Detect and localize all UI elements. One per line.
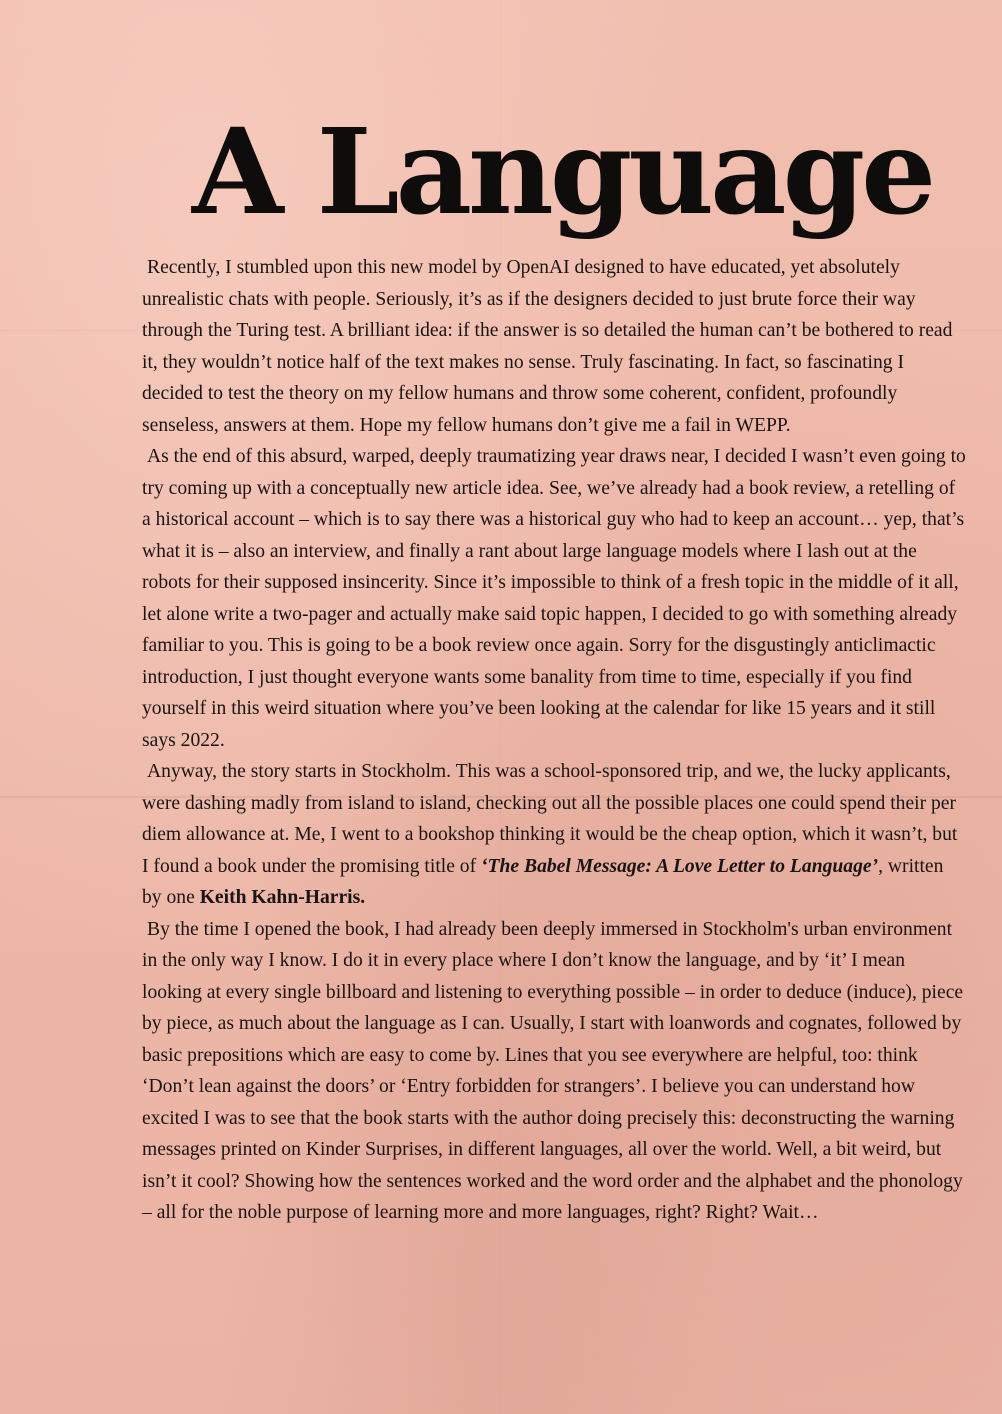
paragraph-book-opening: By the time I opened the book, I had already been deeply immersed in Stockholm's urban environment in the only way I know. I do it in every place where I don’t know the language, and by ‘it’ I mean looking at every single billboard and listening to everything possible – in order to deduce (induce), piece by piece, as much about the language as I can. Usually, I start with loanwords and cognates, followed by basic prepositions which are easy to come by. Lines that you see everywhere are helpful, too: think ‘Don’t lean against the doors’ or ‘Entry forbidden for strangers’. I believe you can understand how excited I was to see that the book starts with the author doing precisely this: deconstructing the warning messages printed on Kinder Surprises, in different languages, all over the world. Well, a bit weird, but isn’t it cool? Showing how the sentences worked and the word order and the alphabet and the phonology – all for the noble purpose of learning more and more languages, right? Right? Wait… (142, 918, 964, 1223)
article-body (142, 252, 967, 1229)
book-title: ‘The Babel Message: A Love Letter to Language’ (481, 855, 879, 877)
paragraph-year-end: As the end of this absurd, warped, deeply traumatizing year draws near, I decided I wasn’t even going to try coming up with a conceptually new article idea. See, we’ve already had a book review, a retelling of a historical account – which is to say there was a historical guy who had to keep an account… yep, that’s what it is – also an interview, and finally a rant about large language models where I lash out at the robots for their supposed insincerity. Since it’s impossible to think of a fresh topic in the middle of it all, let alone write a two-pager and actually make said topic happen, I decided to go with something already familiar to you. This is going to be a book review once again. Sorry for the disgustingly anticlimactic introduction, I just thought everyone wants some banality from time to time, especially if you find yourself in this weird situation where you’ve been looking at the calendar for like 15 years and it still says 2022. (142, 446, 966, 751)
paragraph-stockholm (142, 756, 967, 914)
article-title: A Language (192, 102, 933, 241)
author-name: Keith Kahn-Harris. (199, 887, 366, 908)
stockholm-text: Anyway, the story starts in Stockholm. This was a school-sponsored trip, and we, the lucky applicants, were dashing madly from island to island, checking out all the possible places one could spend their per diem allowance at. Me, I went to a bookshop thinking it would be the cheap option, which it wasn’t, but I found a book under the promising title of (142, 761, 958, 877)
paragraph-openai-intro: Recently, I stumbled upon this new model by OpenAI designed to have educated, yet absolutely unrealistic chats with people. Seriously, it’s as if the designers decided to just brute force their way through the Turing test. A brilliant idea: if the answer is so detailed the human can’t be bothered to read it, they wouldn’t notice half of the text makes no sense. Truly fascinating. In fact, so fascinating I decided to test the theory on my fellow humans and throw some coherent, confident, profoundly senseless, answers at them. Hope my fellow humans don’t give me a fail in WEPP. (142, 257, 953, 436)
written-by-text: , written by one (142, 855, 944, 908)
